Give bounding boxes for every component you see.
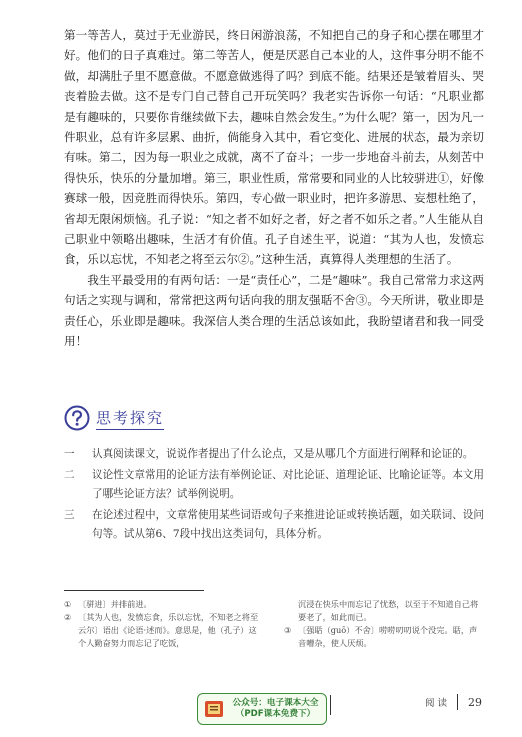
page-number: 29	[468, 695, 482, 709]
paragraph: 第一等苦人，莫过于无业游民，终日闲游浪荡，不知把自己的身子和心摆在哪里才好。他们的日子真难过。第二等苦人，便是厌恶自己本业的人，这件事分明不能不做，却满肚子里不愿意做。不愿意做逃得了吗？到底不能。结果还是皱着眉头、哭丧着脸去做。这不是专门自己替自己开玩笑吗？我老实告诉你一句话：“凡职业都是有趣味的，只要你肯继续做下去，趣味自然会发生。”为什么呢？第一，因为凡一件职业，总有许多层累、曲折，倘能身入其中，看它变化、进展的状态，最为亲切有味。第二，因为每一职业之成就，离不了奋斗；一步一步地奋斗前去，从刻苦中得快乐，快乐的分量加增。第三，职业性质，常常要和同业的人比较骈进①，好像赛球一般，因竞胜而得快乐。第四，专心做一职业时，把许多游思、妄想杜绝了，省却无限闲烦恼。孔子说：“知之者不如好之者，好之者不如乐之者。”人生能从自己职业中领略出趣味，生活才有价值。孔子自述生平，说道：“其为人也，发愤忘食，乐以忘忧，不知老之将至云尔②。”这种生活，真算得人类理想的生活了。	[64, 28, 484, 267]
list-item	[64, 466, 484, 504]
footnote	[284, 598, 484, 624]
footnotes	[64, 598, 484, 650]
question-list	[64, 445, 484, 546]
footnote	[284, 624, 484, 650]
question-number: 三	[64, 509, 75, 521]
question-number: 二	[64, 469, 75, 481]
footer-divider	[457, 694, 458, 710]
book-icon	[203, 698, 225, 720]
paragraph: 我生平最受用的有两句话：一是“责任心”，二是“趣味”。我自己常常力求这两句话之实现与调和，常常把这两句话向我的朋友强聒不舍③。今天所讲，敬业即是责任心，乐业即是趣味。我深信人类合理的生活总该如此，我盼望诸君和我一同受用！	[64, 272, 484, 349]
section-heading	[64, 404, 164, 432]
stamp-line: （PDF课本免费下）	[235, 709, 316, 719]
footnote-text: 〔强聒（guō）不舍〕唠唠叨叨说个没完。聒，声音嘈杂，使人厌烦。	[298, 625, 478, 648]
page-footer	[425, 694, 482, 710]
footnote-text: 沉浸在快乐中而忘记了忧愁，以至于不知道自己将要老了，如此而已。	[298, 599, 479, 622]
footnote-text: 〔骈进〕并排前进。	[78, 599, 152, 609]
stamp-divider	[330, 695, 331, 715]
question-number: 一	[64, 448, 75, 460]
section-title: 思考探究	[96, 407, 164, 430]
footnote-divider	[64, 590, 204, 591]
stamp-text	[225, 698, 326, 720]
body-text	[64, 25, 484, 352]
footnote-text: 〔其为人也，发愤忘食，乐以忘忧，不知老之将至云尔〕语出《论语·述而》。意思是，他（孔子）这个人勤奋努力而忘记了吃饭，	[78, 612, 259, 648]
footnote	[64, 611, 264, 650]
watermark-stamp	[197, 693, 327, 725]
question-mark-icon	[64, 405, 90, 431]
footnote-number: ②	[64, 612, 72, 622]
list-item	[64, 445, 484, 464]
footnote-number: ③	[284, 625, 292, 635]
list-item	[64, 506, 484, 544]
question-text: 在论述过程中，文章常使用某些词语或句子来推进论证或转换话题，如关联词、设问句等。试从第6、7段中找出这类词句，具体分析。	[92, 509, 484, 540]
question-text: 认真阅读课文，说说作者提出了什么论点，又是从哪几个方面进行阐释和论证的。	[92, 448, 474, 460]
footnotes-left-column	[64, 598, 264, 650]
stamp-line: 公众号：电子课本大全	[232, 698, 319, 708]
footnotes-right-column	[284, 598, 484, 650]
question-text: 议论性文章常用的论证方法有举例论证、对比论证、道理论证、比喻论证等。本文用了哪些论证方法？试举例说明。	[92, 469, 484, 500]
footer-section-label: 阅 读	[424, 698, 447, 709]
footnote-number	[284, 598, 298, 624]
footnote	[64, 598, 264, 611]
footnote-number: ①	[64, 599, 72, 609]
